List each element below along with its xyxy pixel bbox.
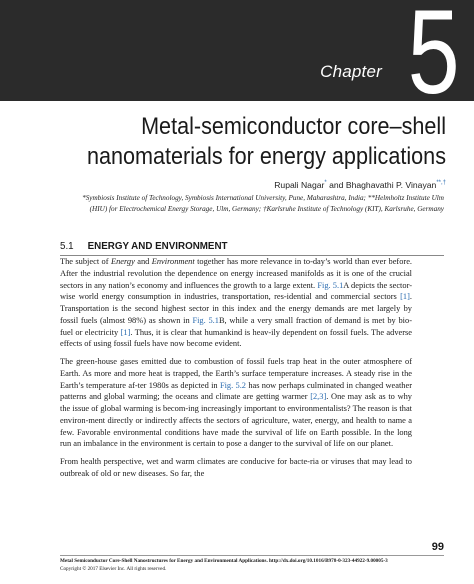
chapter-label: Chapter: [320, 62, 382, 81]
section-number: 5.1: [60, 241, 74, 252]
text-run: The subject of: [60, 257, 111, 266]
chapter-title: [45, 112, 446, 172]
figure-link-5-2[interactable]: Fig. 5.2: [219, 380, 246, 390]
footer-copyright: Copyright © 2017 Elsevier Inc. All rights reserved.: [60, 566, 167, 572]
text-run: . Thus, it is clear that humankind is heav-ily dependent on fossil fuels. The adverse effects of using fossil fuels have now become evident.: [60, 327, 412, 349]
author-2-affiliation-mark: **,†: [436, 180, 446, 187]
emphasis-energy: Energy: [110, 257, 135, 266]
text-run: together has more relevance in to-day’s world than ever before. After the industrial revolution the dependence on energy increased manifolds as it is one of the crucial sectors in any nation’s economy and influences the growth to a large extent.: [60, 257, 413, 290]
reference-link-1[interactable]: [1]: [400, 292, 410, 302]
section-heading: [60, 241, 228, 252]
footer-citation: Metal Semiconductor Core-Shell Nanostructures for Energy and Environmental Applications. http://dx.doi.org/10.1016/B978-0-323-44922-9.00005-3: [60, 558, 388, 564]
affiliation-line-1: *Symbiosis Institute of Technology, Symbiosis International University, Pune, Maharashtra, India; **Helmholtz Institute Ulm: [82, 194, 444, 202]
paragraph-1: [60, 256, 412, 350]
author-conjunction: and: [326, 180, 346, 190]
section-title: ENERGY AND ENVIRONMENT: [87, 241, 228, 252]
reference-link-1b[interactable]: [1]: [120, 327, 131, 337]
text-run: has now perhaps culminated in changed weather patterns and global warming; the oceans and climate are getting warmer: [60, 380, 412, 402]
page-number: 99: [431, 541, 444, 553]
paragraph-2: [60, 356, 412, 450]
chapter-header-band: [0, 0, 474, 101]
text-run: . Transportation is the second highest sector in this index and the energy demands are met largely by fossil fuels (almost 98%) as shown in: [60, 292, 412, 325]
author-1-name: Rupali Nagar: [274, 180, 325, 190]
text-run: B, while a very small fraction of demand is met by bio-fuel or electricity: [60, 315, 412, 337]
affiliations: [48, 193, 444, 214]
author-1-affiliation-mark: *: [324, 180, 327, 187]
emphasis-environment: Environment: [151, 257, 195, 266]
text-run: and: [134, 257, 152, 266]
chapter-title-line-1: Metal-semiconductor core–shell: [141, 113, 446, 140]
text-run: . One may ask as to why the issue of global warming is becom-ing increasingly important to environmentalists? The reason is that environ-ment directly or indirectly affects the sectors of agriculture, water, energy, and health to name a few. Favorable environmental conditions have made the survival of life on Earth possible. In the long run an imbalance in the environment is certain to pose a danger to the survival of life on our planet.: [60, 392, 412, 449]
paragraph-3: [60, 456, 412, 480]
figure-link-5-1b[interactable]: Fig. 5.1: [192, 315, 219, 325]
text-run: From health perspective, wet and warm climates are conducive for bacte-ria or viruses that may lead to outbreak of old or new diseases. So far, the: [60, 457, 412, 478]
text-run: A depicts the sector-wise world energy consumption in industries, transportation, res-idential and commercial sectors: [60, 280, 412, 302]
body-text: [60, 256, 412, 486]
author-line: [274, 180, 446, 190]
author-2-name: Bhaghavathi P. Vinayan: [345, 180, 437, 190]
figure-link-5-1a[interactable]: Fig. 5.1: [317, 280, 344, 290]
reference-link-2-3[interactable]: [2,3]: [310, 392, 327, 402]
footer-divider: [60, 555, 444, 556]
chapter-number: 5: [407, 0, 460, 101]
text-run: The green-house gases emitted due to combustion of fossil fuels trap heat in the outer atmosphere of Earth. As more and more heat is trapped, the Earth’s surface temperature increases. A steady rise in the Earth’s temperature af-ter 1980s as depicted in: [60, 357, 412, 390]
affiliation-line-2: (HIU) for Electrochemical Energy Storage, Ulm, Germany; †Karlsruhe Institute of Technology (KIT), Karlsruhe, Germany: [89, 204, 444, 213]
chapter-title-line-2: nanomaterials for energy applications: [86, 143, 446, 170]
